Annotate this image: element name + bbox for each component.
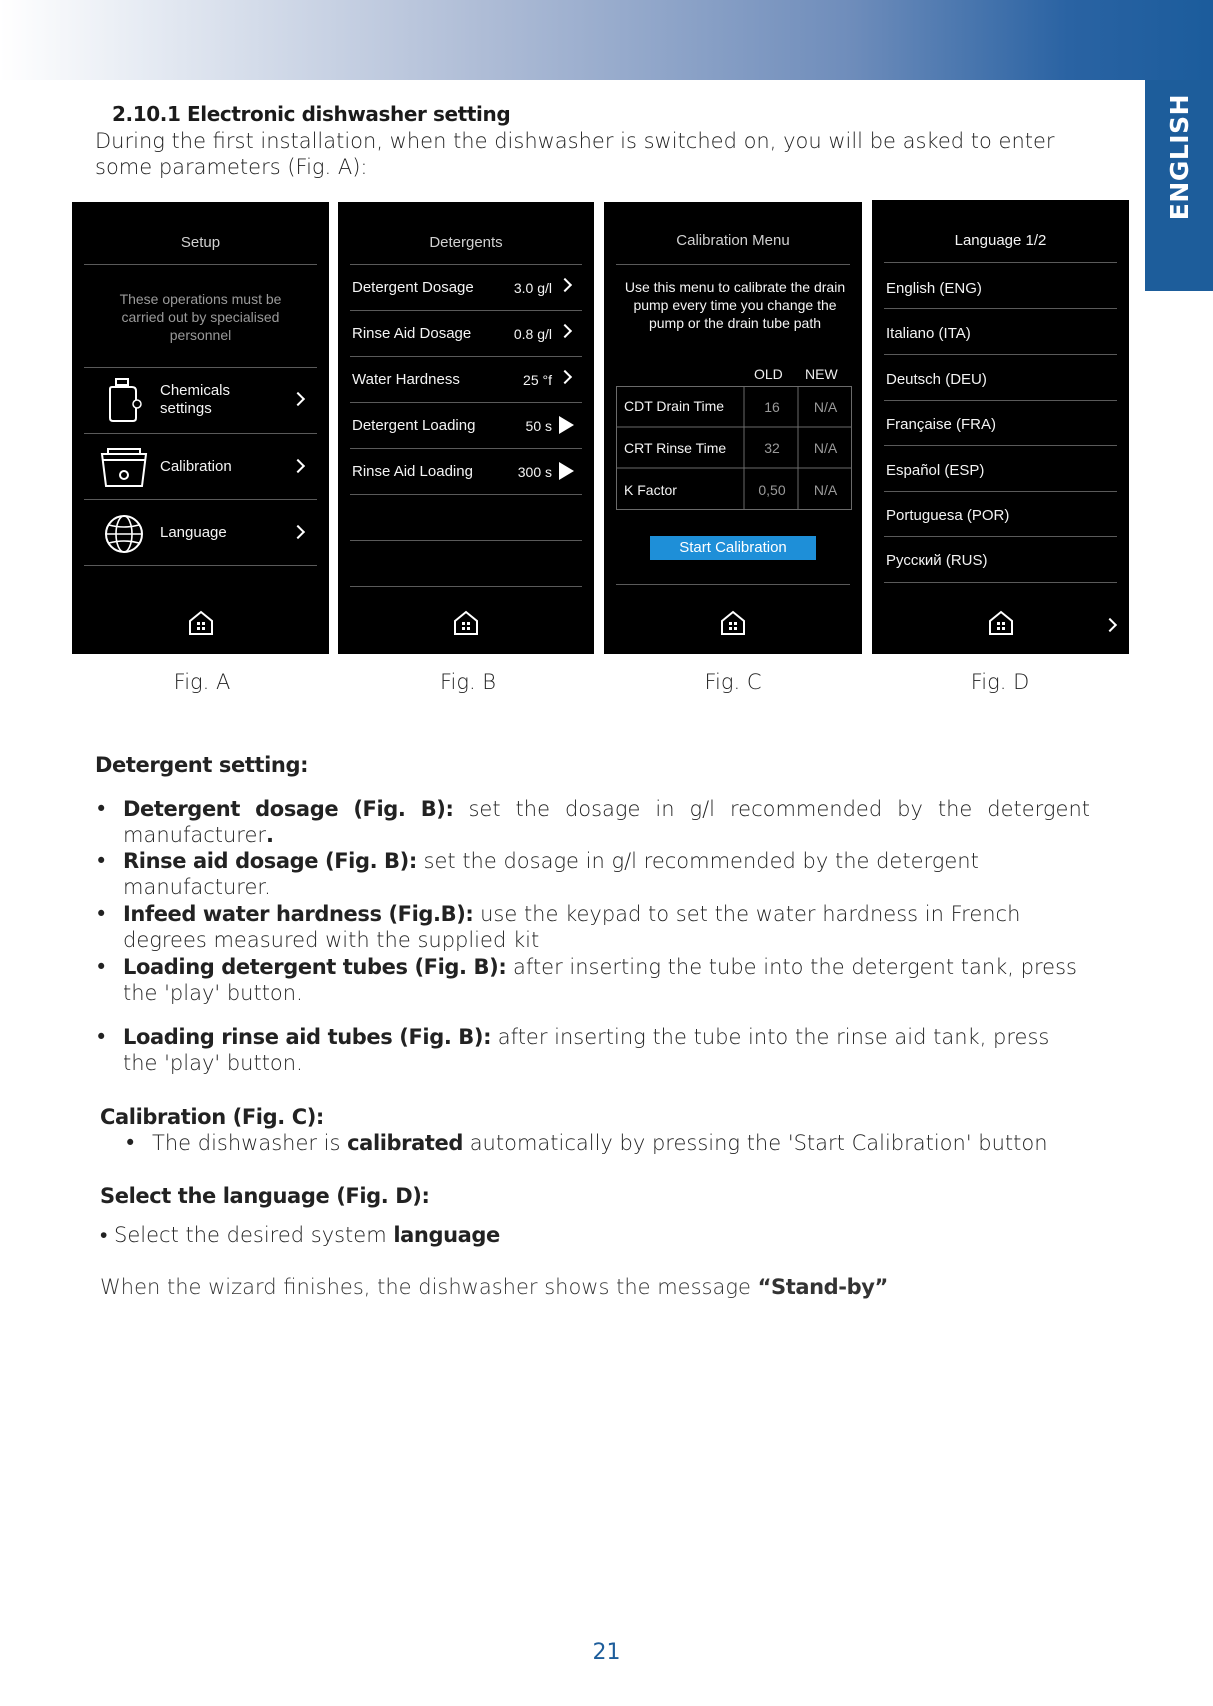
screen-title: Setup — [180, 234, 221, 251]
setup-item-language[interactable] — [84, 500, 317, 564]
divider — [84, 264, 317, 265]
home-icon[interactable] — [453, 610, 479, 636]
divider — [884, 582, 1117, 583]
divider — [350, 540, 582, 541]
row-value: 0.8 g/l — [513, 326, 552, 342]
cal-row-label: K Factor — [624, 482, 677, 498]
setup-item-calibration[interactable] — [84, 434, 317, 498]
row-value: 50 s — [525, 418, 552, 434]
bottle-icon — [106, 378, 142, 422]
rinse-aid-loading-row — [350, 449, 582, 494]
next-page-chevron-icon[interactable] — [1103, 618, 1117, 632]
caption-fig-c: Fig. C — [704, 670, 762, 694]
chevron-right-icon — [558, 324, 572, 338]
row-value: 3.0 g/l — [513, 280, 552, 296]
col-new-header: NEW — [805, 366, 838, 382]
row-label: Detergent Dosage — [352, 279, 474, 296]
language-option-ita[interactable]: Italiano (ITA) — [886, 325, 971, 342]
row-value: 25 °f — [523, 372, 552, 388]
screen-detergents — [338, 202, 594, 654]
divider — [84, 565, 317, 566]
language-tab — [1145, 80, 1213, 291]
divider — [350, 494, 582, 495]
row-label: Detergent Loading — [352, 417, 476, 434]
calibration-description: Use this menu to calibrate the drain pump every time you change the pump or the drain tube path — [624, 279, 846, 331]
cal-new-value: N/A — [813, 399, 838, 415]
setup-item-label: Calibration — [160, 458, 232, 475]
language-option-deu[interactable]: Deutsch (DEU) — [886, 371, 987, 388]
row-label: Water Hardness — [352, 371, 460, 388]
cal-old-value: 16 — [764, 399, 780, 415]
cal-row-label: CDT Drain Time — [624, 398, 725, 414]
divider — [884, 536, 1117, 537]
screen-title: Calibration Menu — [676, 232, 790, 249]
play-button[interactable] — [559, 416, 574, 434]
intro-paragraph: During the first installation, when the dishwasher is switched on, you will be asked to enter some parameters (Fig. A): — [95, 129, 1055, 179]
setup-notice: These operations must be carried out by specialised personnel — [119, 291, 282, 343]
divider — [884, 491, 1117, 492]
caption-fig-a: Fig. A — [173, 670, 231, 694]
language-option-eng[interactable]: English (ENG) — [886, 280, 982, 297]
detergent-dosage-row[interactable] — [350, 265, 582, 310]
chevron-right-icon — [558, 370, 572, 384]
row-label: Rinse Aid Dosage — [352, 325, 472, 342]
language-option-fra[interactable]: Française (FRA) — [886, 416, 997, 433]
language-option-por[interactable]: Portuguesa (POR) — [886, 507, 1010, 524]
cal-new-value: N/A — [813, 440, 838, 456]
chevron-right-icon — [291, 459, 305, 473]
cal-row-label: CRT Rinse Time — [624, 440, 727, 456]
detergent-heading: Detergent setting: — [95, 753, 309, 777]
setup-item-label: Chemicals settings — [160, 382, 231, 417]
screen-title: Detergents — [429, 234, 503, 251]
setup-item-chemicals[interactable] — [84, 368, 317, 432]
divider — [884, 354, 1117, 355]
home-icon[interactable] — [988, 610, 1014, 636]
screen-language — [872, 200, 1129, 654]
cal-old-value: 32 — [764, 440, 780, 456]
caption-fig-b: Fig. B — [439, 670, 497, 694]
calibration-heading: Calibration (Fig. C): — [100, 1105, 324, 1129]
chevron-right-icon — [291, 525, 305, 539]
language-option-esp[interactable]: Español (ESP) — [886, 462, 985, 479]
divider — [884, 308, 1117, 309]
col-old-header: OLD — [754, 366, 783, 382]
dishwasher-icon — [100, 448, 148, 488]
section-title: 2.10.1 Electronic dishwasher setting — [112, 102, 511, 126]
row-label: Rinse Aid Loading — [352, 463, 473, 480]
screen-title: Language 1/2 — [954, 232, 1047, 249]
language-tab-label: ENGLISH — [1164, 94, 1194, 221]
language-option-rus[interactable]: Русский (RUS) — [886, 552, 988, 569]
screen-setup — [72, 202, 329, 654]
globe-icon — [104, 514, 144, 554]
play-button[interactable] — [559, 462, 574, 480]
divider — [616, 584, 850, 585]
divider — [884, 445, 1117, 446]
row-value: 300 s — [517, 464, 552, 480]
start-calibration-button[interactable]: Start Calibration — [650, 536, 816, 560]
caption-fig-d: Fig. D — [970, 670, 1030, 694]
language-instruction: • Select the desired system language — [100, 1223, 500, 1247]
header-gradient-band — [0, 0, 1213, 80]
cal-new-value: N/A — [813, 482, 838, 498]
chevron-right-icon — [291, 392, 305, 406]
divider — [616, 264, 850, 265]
rinse-aid-dosage-row[interactable] — [350, 311, 582, 356]
detergent-loading-row — [350, 403, 582, 448]
chevron-right-icon — [558, 278, 572, 292]
page-number: 21 — [592, 1640, 621, 1665]
divider — [884, 262, 1117, 263]
cal-old-value: 0,50 — [758, 482, 786, 498]
home-icon[interactable] — [720, 610, 746, 636]
divider — [884, 400, 1117, 401]
setup-item-label: Language — [160, 524, 227, 541]
water-hardness-row[interactable] — [350, 357, 582, 402]
closing-text: When the wizard finishes, the dishwasher shows the message “Stand-by” — [100, 1275, 888, 1299]
divider — [350, 586, 582, 587]
language-heading: Select the language (Fig. D): — [100, 1184, 430, 1208]
screen-calibration — [604, 202, 862, 654]
home-icon[interactable] — [188, 610, 214, 636]
